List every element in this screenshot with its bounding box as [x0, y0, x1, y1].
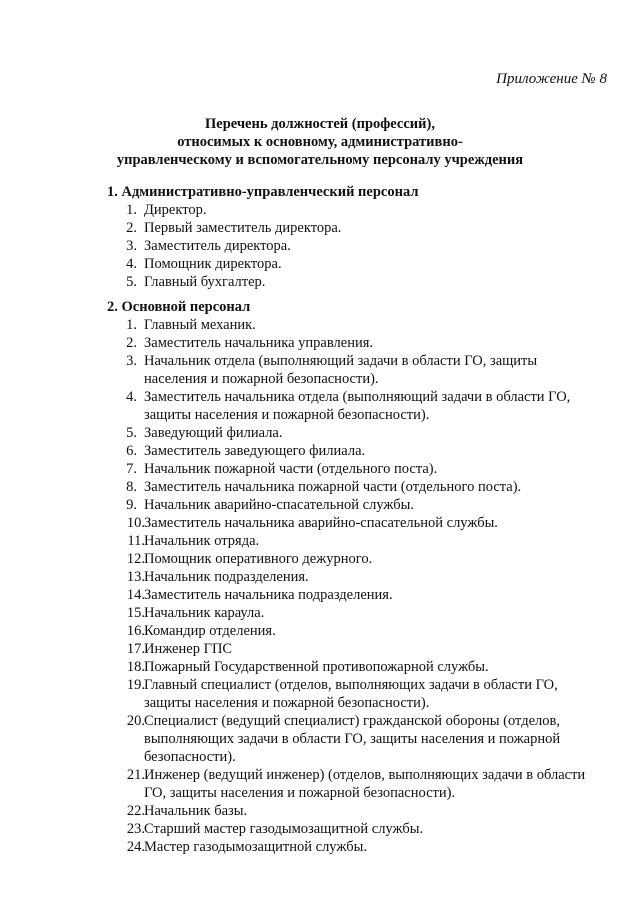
item-number: 7.	[126, 461, 137, 477]
item-text: Помощник оперативного дежурного.	[144, 551, 373, 567]
item-text: Пожарный Государственной противопожарной службы.	[144, 659, 489, 675]
item-number: 18.	[126, 659, 145, 675]
item-number: 5.	[126, 274, 137, 290]
document-title	[0, 115, 640, 169]
list-item	[107, 442, 607, 460]
item-number: 12.	[126, 551, 145, 567]
section-items	[107, 316, 607, 856]
item-text: защиты населения и пожарной безопасности).	[144, 407, 430, 423]
section-main-personnel	[107, 298, 607, 856]
item-number: 1.	[126, 317, 137, 333]
item-number: 2.	[126, 220, 137, 236]
item-text: Главный механик.	[144, 317, 256, 333]
section-heading: 2. Основной персонал	[107, 299, 251, 315]
section-heading: 1. Административно-управленческий персонал	[107, 184, 419, 200]
list-item	[107, 514, 607, 532]
list-item	[107, 802, 607, 820]
item-text: Первый заместитель директора.	[144, 220, 342, 236]
list-item	[107, 640, 607, 658]
item-text: Инженер ГПС	[144, 641, 233, 657]
item-text: Инженер (ведущий инженер) (отделов, выполняющих задачи в области	[144, 767, 586, 783]
list-item	[107, 532, 607, 550]
item-text: Начальник отряда.	[144, 533, 260, 549]
list-item	[107, 424, 607, 442]
list-item	[107, 622, 607, 640]
item-text: Директор.	[144, 202, 207, 218]
item-text: безопасности).	[144, 749, 236, 765]
item-number: 5.	[126, 425, 137, 441]
item-text: Заместитель директора.	[144, 238, 291, 254]
item-number: 3.	[126, 238, 137, 254]
section-items	[107, 201, 607, 291]
item-text: Начальник пожарной части (отдельного поста).	[144, 461, 438, 477]
item-text: защиты населения и пожарной безопасности).	[144, 695, 430, 711]
title-line: Перечень должностей (профессий),	[205, 116, 435, 132]
item-number: 11.	[127, 533, 145, 549]
list-item	[107, 658, 607, 676]
item-number: 20.	[126, 713, 145, 729]
item-number: 3.	[126, 353, 137, 369]
list-item	[107, 478, 607, 496]
item-text: Командир отделения.	[144, 623, 276, 639]
list-item	[107, 496, 607, 514]
list-item	[107, 550, 607, 568]
list-item	[107, 820, 607, 838]
item-text: Главный бухгалтер.	[144, 274, 266, 290]
item-number: 4.	[126, 389, 137, 405]
list-item	[107, 766, 607, 802]
item-text: Начальник караула.	[144, 605, 265, 621]
list-item	[107, 586, 607, 604]
item-number: 17.	[126, 641, 145, 657]
item-text: ГО, защиты населения и пожарной безопасности).	[144, 785, 456, 801]
list-item	[107, 604, 607, 622]
item-text: Заведующий филиала.	[144, 425, 283, 441]
item-number: 10.	[126, 515, 145, 531]
list-item	[107, 568, 607, 586]
item-text: Заместитель начальника пожарной части (отдельного поста).	[144, 479, 522, 495]
item-text: Начальник подразделения.	[144, 569, 309, 585]
item-text: выполняющих задачи в области ГО, защиты населения и пожарной	[144, 731, 561, 747]
item-number: 19.	[126, 677, 145, 693]
item-number: 6.	[126, 443, 137, 459]
item-text: Старший мастер газодымозащитной службы.	[144, 821, 424, 837]
list-item	[107, 388, 607, 424]
list-item	[107, 352, 607, 388]
item-text: Заместитель заведующего филиала.	[144, 443, 366, 459]
item-number: 9.	[126, 497, 137, 513]
item-text: Начальник аварийно-спасательной службы.	[144, 497, 414, 513]
item-text: Помощник директора.	[144, 256, 282, 272]
list-item	[107, 676, 607, 712]
item-text: Заместитель начальника подразделения.	[144, 587, 393, 603]
list-item	[107, 255, 607, 273]
item-text: Главный специалист (отделов, выполняющих задачи в области ГО,	[144, 677, 558, 693]
item-text: Заместитель начальника отдела (выполняющий задачи в области ГО,	[144, 389, 571, 405]
item-number: 13.	[126, 569, 145, 585]
item-number: 16.	[126, 623, 145, 639]
item-number: 23.	[126, 821, 145, 837]
item-text: населения и пожарной безопасности).	[144, 371, 379, 387]
appendix-label: Приложение № 8	[496, 71, 607, 87]
list-item	[107, 460, 607, 478]
list-item	[107, 316, 607, 334]
list-item	[107, 334, 607, 352]
item-number: 24.	[126, 839, 145, 855]
list-item	[107, 838, 607, 856]
item-text: Мастер газодымозащитной службы.	[144, 839, 367, 855]
list-item	[107, 219, 607, 237]
title-line: управленческому и вспомогательному персоналу учреждения	[116, 152, 524, 168]
item-number: 15.	[126, 605, 145, 621]
item-text: Заместитель начальника управления.	[144, 335, 374, 351]
item-number: 21.	[126, 767, 145, 783]
item-number: 14.	[126, 587, 145, 603]
list-item	[107, 712, 607, 766]
item-text: Начальник отдела (выполняющий задачи в области ГО, защиты	[144, 353, 538, 369]
title-line: относимых к основному, административно-	[177, 134, 463, 150]
item-number: 22.	[126, 803, 145, 819]
list-item	[107, 201, 607, 219]
list-item	[107, 273, 607, 291]
item-text: Начальник базы.	[144, 803, 248, 819]
item-text: Заместитель начальника аварийно-спасательной службы.	[144, 515, 498, 531]
item-text: Специалист (ведущий специалист) гражданской обороны (отделов,	[144, 713, 560, 729]
item-number: 8.	[126, 479, 137, 495]
item-number: 4.	[126, 256, 137, 272]
list-item	[107, 237, 607, 255]
item-number: 1.	[126, 202, 137, 218]
item-number: 2.	[126, 335, 137, 351]
section-administrative	[107, 183, 607, 291]
